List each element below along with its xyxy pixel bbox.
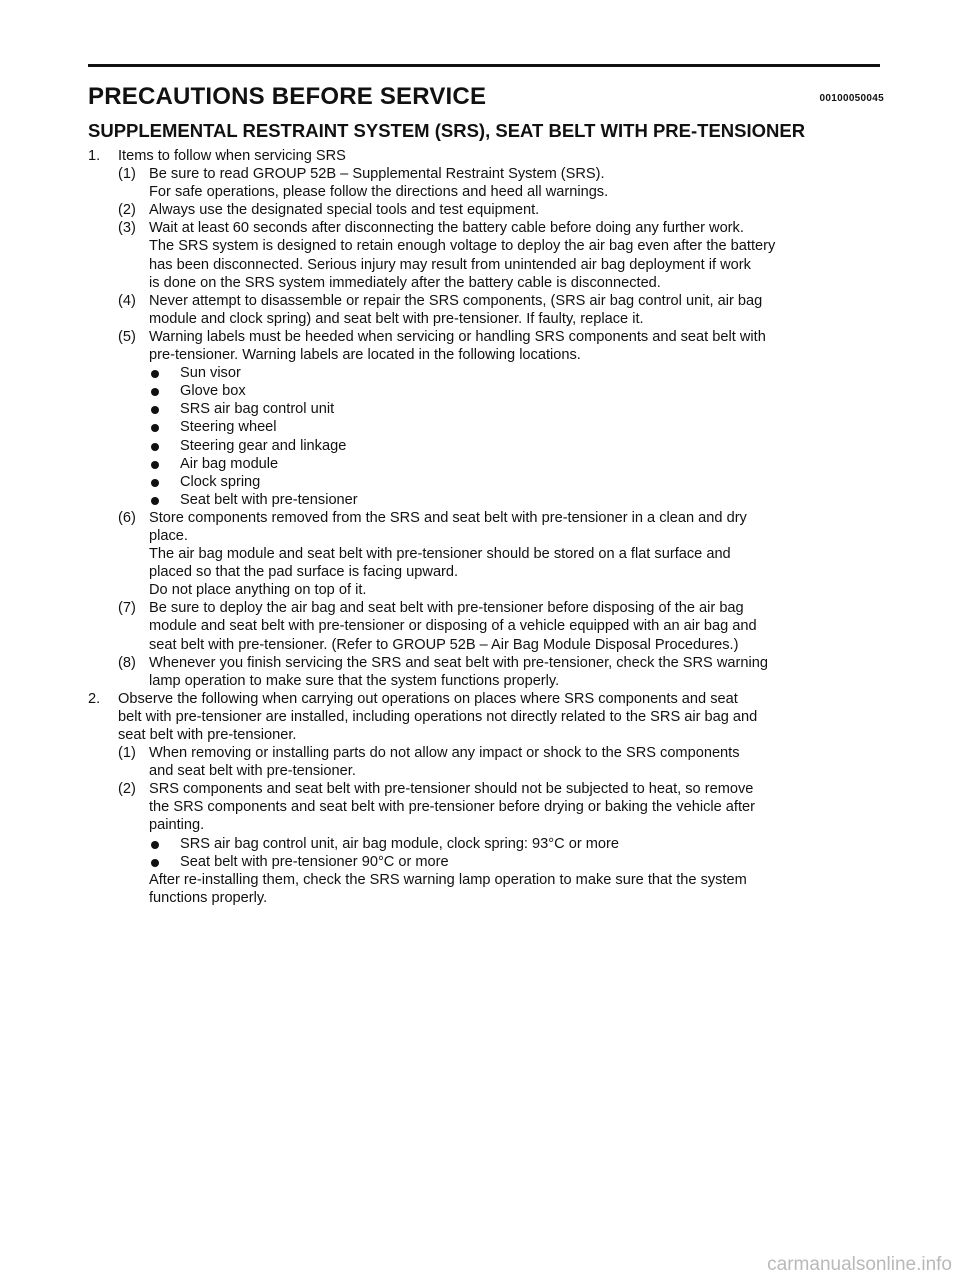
item-number: (4): [118, 292, 136, 309]
item-text: The SRS system is designed to retain enough voltage to deploy the air bag even after the battery: [149, 238, 776, 255]
continuation-line: [88, 581, 880, 599]
item-text: painting.: [149, 817, 205, 834]
item-text: The air bag module and seat belt with pre-tensioner should be stored on a flat surface and: [149, 546, 731, 563]
item-number: (7): [118, 600, 136, 617]
continuation-line: [88, 708, 880, 726]
item-number: 2.: [88, 690, 101, 707]
item-text: Store components removed from the SRS and seat belt with pre-tensioner in a clean and dry: [149, 509, 747, 526]
item-text: Steering wheel: [180, 419, 277, 436]
bullet-item: [88, 418, 880, 436]
item-text: Whenever you finish servicing the SRS and seat belt with pre-tensioner, check the SRS warning: [149, 654, 768, 671]
bullet-icon: [151, 859, 159, 867]
item-number: (5): [118, 328, 136, 345]
item-text: Items to follow when servicing SRS: [118, 148, 346, 164]
item-text: Seat belt with pre-tensioner: [180, 491, 358, 508]
item-text: Observe the following when carrying out operations on places where SRS components and seat: [118, 690, 738, 707]
item-text: pre-tensioner. Warning labels are located in the following locations.: [149, 347, 581, 364]
item-text: Be sure to deploy the air bag and seat belt with pre-tensioner before disposing of the air bag: [149, 600, 744, 617]
bullet-icon: [151, 497, 159, 505]
item-number: (8): [118, 654, 136, 671]
list-item: [88, 219, 880, 237]
bullet-icon: [151, 406, 159, 414]
item-text: Glove box: [180, 383, 246, 400]
continuation-line: [88, 889, 880, 907]
item-text: SRS components and seat belt with pre-tensioner should not be subjected to heat, so remove: [149, 781, 754, 798]
continuation-line: [88, 527, 880, 545]
item-text: For safe operations, please follow the directions and heed all warnings.: [149, 184, 609, 201]
section-title: SUPPLEMENTAL RESTRAINT SYSTEM (SRS), SEAT BELT WITH PRE-TENSIONER: [88, 120, 806, 141]
bullet-icon: [151, 479, 159, 487]
bullet-item: [88, 835, 880, 853]
list-item: [88, 165, 880, 183]
item-text: After re-installing them, check the SRS warning lamp operation to make sure that the system: [149, 871, 747, 888]
continuation-line: [88, 183, 880, 201]
bullet-item: [88, 455, 880, 473]
continuation-line: [88, 636, 880, 654]
item-text: belt with pre-tensioner are installed, including operations not directly related to the SRS air bag and: [118, 708, 758, 725]
item-text: SRS air bag control unit, air bag module, clock spring: 93°C or more: [180, 835, 619, 852]
item-text: Air bag module: [180, 455, 279, 472]
list-item: [88, 690, 880, 708]
item-number: (1): [118, 745, 136, 762]
bullet-item: [88, 473, 880, 491]
bullet-item: [88, 437, 880, 455]
item-text: functions properly.: [149, 889, 268, 906]
bullet-icon: [151, 443, 159, 451]
item-text: place.: [149, 527, 188, 544]
list-item: [88, 328, 880, 346]
bullet-item: [88, 400, 880, 418]
page-title: PRECAUTIONS BEFORE SERVICE: [88, 83, 487, 110]
item-text: seat belt with pre-tensioner.: [118, 727, 297, 743]
top-rule: [88, 64, 880, 67]
item-text: module and seat belt with pre-tensioner or disposing of a vehicle equipped with an air bag and: [149, 618, 757, 635]
bullet-icon: [151, 841, 159, 849]
body-text: [88, 147, 880, 907]
item-text: placed so that the pad surface is facing upward.: [149, 564, 459, 581]
continuation-line: [88, 726, 880, 744]
item-text: the SRS components and seat belt with pre-tensioner before drying or baking the vehicle after: [149, 799, 755, 816]
continuation-line: [88, 871, 880, 889]
bullet-icon: [151, 370, 159, 378]
item-text: Wait at least 60 seconds after disconnecting the battery cable before doing any further work.: [149, 220, 744, 237]
bullet-icon: [151, 424, 159, 432]
list-item: [88, 509, 880, 527]
item-text: seat belt with pre-tensioner. (Refer to GROUP 52B – Air Bag Module Disposal Procedures.): [149, 636, 739, 653]
list-item: [88, 147, 880, 165]
item-text: When removing or installing parts do not allow any impact or shock to the SRS components: [149, 745, 740, 762]
list-item: [88, 201, 880, 219]
continuation-line: [88, 672, 880, 690]
document-code: 00100050045: [819, 93, 884, 104]
continuation-line: [88, 617, 880, 635]
bullet-item: [88, 382, 880, 400]
item-number: (3): [118, 220, 136, 237]
item-text: module and clock spring) and seat belt with pre-tensioner. If faulty, replace it.: [149, 310, 644, 327]
list-item: [88, 780, 880, 798]
continuation-line: [88, 762, 880, 780]
continuation-line: [88, 310, 880, 328]
list-item: [88, 599, 880, 617]
bullet-item: [88, 364, 880, 382]
continuation-line: [88, 237, 880, 255]
continuation-line: [88, 563, 880, 581]
continuation-line: [88, 816, 880, 834]
bullet-icon: [151, 461, 159, 469]
item-text: SRS air bag control unit: [180, 401, 335, 418]
item-text: Clock spring: [180, 473, 261, 490]
bullet-item: [88, 491, 880, 509]
continuation-line: [88, 346, 880, 364]
continuation-line: [88, 545, 880, 563]
continuation-line: [88, 798, 880, 816]
item-text: has been disconnected. Serious injury may result from unintended air bag deployment if work: [149, 256, 751, 273]
list-item: [88, 744, 880, 762]
item-number: (2): [118, 202, 136, 219]
item-text: lamp operation to make sure that the system functions properly.: [149, 672, 560, 689]
item-text: Never attempt to disassemble or repair the SRS components, (SRS air bag control unit, air bag: [149, 292, 763, 309]
continuation-line: [88, 256, 880, 274]
item-text: Sun visor: [180, 365, 241, 382]
item-text: Do not place anything on top of it.: [149, 582, 367, 599]
item-number: (6): [118, 509, 136, 526]
bullet-icon: [151, 388, 159, 396]
item-text: Steering gear and linkage: [180, 437, 347, 454]
item-number: (2): [118, 781, 136, 798]
list-item: [88, 654, 880, 672]
item-text: Always use the designated special tools and test equipment.: [149, 202, 540, 219]
item-text: Seat belt with pre-tensioner 90°C or more: [180, 853, 449, 870]
item-text: is done on the SRS system immediately after the battery cable is disconnected.: [149, 274, 661, 291]
item-text: and seat belt with pre-tensioner.: [149, 763, 356, 780]
watermark-text: carmanualsonline.info: [767, 1254, 952, 1275]
item-text: Be sure to read GROUP 52B – Supplemental Restraint System (SRS).: [149, 166, 605, 183]
item-number: (1): [118, 166, 136, 183]
list-item: [88, 292, 880, 310]
continuation-line: [88, 274, 880, 292]
item-number: 1.: [88, 148, 101, 164]
bullet-item: [88, 853, 880, 871]
item-text: Warning labels must be heeded when servicing or handling SRS components and seat belt with: [149, 328, 766, 345]
